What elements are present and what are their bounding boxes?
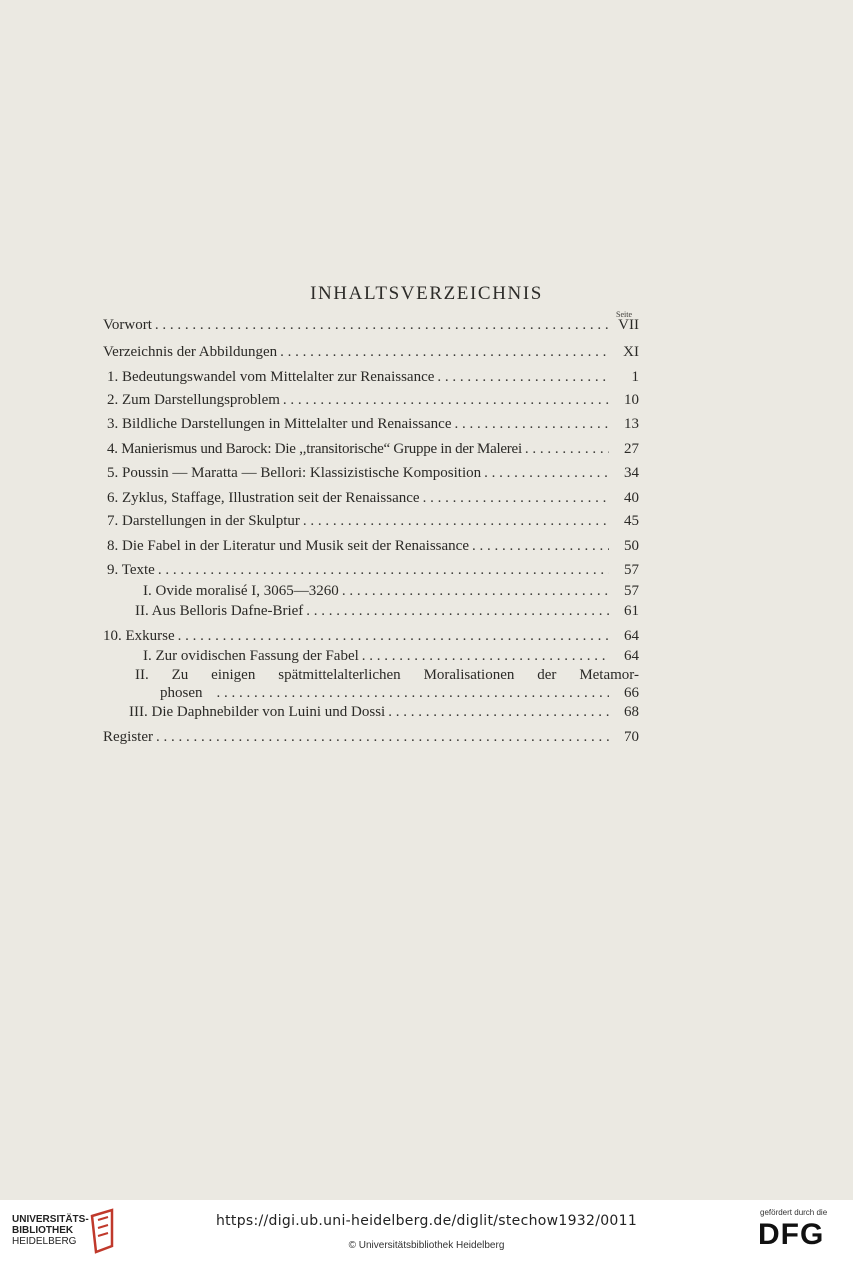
leader-dots <box>385 703 609 721</box>
toc-entry <box>103 627 639 645</box>
toc-entry-label: III. Die Daphnebilder von Luini und Dossi <box>129 704 386 720</box>
leader-dots <box>452 415 610 433</box>
toc-subentry <box>143 582 639 600</box>
toc-entry-page: 13 <box>624 416 639 432</box>
leader-dots <box>300 512 609 530</box>
leader-dots <box>280 391 609 409</box>
toc-entry <box>107 561 639 579</box>
toc-entry-page: 45 <box>624 513 639 529</box>
column-header-seite: Seite <box>616 310 632 319</box>
toc-entry-label: 7. Darstellungen in der Skulptur <box>107 513 300 529</box>
toc-entry-label: Register <box>103 729 153 745</box>
leader-dots <box>359 647 609 665</box>
toc-entry-page: VII <box>618 317 639 333</box>
toc-entry-label: 4. Manierismus und Barock: Die ,,transitorische“ Gruppe in der Malerei <box>107 441 522 457</box>
toc-entry <box>107 512 639 530</box>
toc-entry-label: 8. Die Fabel in der Literatur und Musik seit der Renaissance <box>107 538 469 554</box>
leader-dots <box>203 684 610 702</box>
leader-dots <box>155 561 609 579</box>
leader-dots <box>175 627 609 645</box>
toc-entry-page: 66 <box>624 685 639 701</box>
leader-dots <box>434 368 609 386</box>
toc-entry-page: 50 <box>624 538 639 554</box>
permalink-url[interactable]: https://digi.ub.uni-heidelberg.de/diglit/stechow1932/0011 <box>215 1213 638 1229</box>
toc-entry-page: 27 <box>624 441 639 457</box>
page-title: INHALTSVERZEICHNIS <box>310 283 543 304</box>
toc-subentry <box>135 602 639 620</box>
library-line2: BIBLIOTHEK <box>12 1225 74 1236</box>
toc-entry-page: 64 <box>624 648 639 664</box>
toc-entry-label: 3. Bildliche Darstellungen in Mittelalter und Renaissance <box>107 416 452 432</box>
copyright-text: © Universitätsbibliothek Heidelberg <box>348 1240 505 1251</box>
toc-subentry-continuation <box>160 684 639 702</box>
toc-entry-page: 10 <box>624 392 639 408</box>
toc-entry <box>107 537 639 555</box>
toc-entry <box>103 316 639 334</box>
toc-entry-label: 9. Texte <box>107 562 155 578</box>
toc-entry <box>107 391 639 409</box>
toc-entry-page: 57 <box>624 562 639 578</box>
funding-note: gefördert durch die <box>760 1208 828 1217</box>
toc-entry-label: 1. Bedeutungswandel vom Mittelalter zur Renaissance <box>107 369 435 385</box>
toc-entry-label: I. Zur ovidischen Fassung der Fabel <box>143 648 359 664</box>
toc-entry-page: 40 <box>624 490 639 506</box>
toc-entry-label: phosen <box>160 685 203 701</box>
toc-entry-label: I. Ovide moralisé I, 3065—3260 <box>143 583 339 599</box>
leader-dots <box>303 602 609 620</box>
toc-subentry <box>129 703 639 721</box>
leader-dots <box>522 440 609 458</box>
leader-dots <box>481 464 609 482</box>
library-line3: HEIDELBERG <box>12 1236 77 1247</box>
toc-entry-label: Vorwort <box>103 317 152 333</box>
toc-entry <box>107 489 639 507</box>
toc-entry-page: 34 <box>624 465 639 481</box>
toc-entry <box>107 415 639 433</box>
toc-entry-page: 1 <box>631 369 639 385</box>
toc-entry-page: 61 <box>624 603 639 619</box>
leader-dots <box>153 728 609 746</box>
leader-dots <box>420 489 609 507</box>
toc-entry-page: XI <box>623 344 639 360</box>
leader-dots <box>339 582 609 600</box>
leader-dots <box>469 537 609 555</box>
toc-entry <box>107 368 639 386</box>
toc-entry-label: 6. Zyklus, Staffage, Illustration seit der Renaissance <box>107 490 420 506</box>
toc-entry <box>107 440 639 458</box>
toc-entry-label: 2. Zum Darstellungsproblem <box>107 392 280 408</box>
toc-entry <box>107 464 639 482</box>
toc-entry-page: 57 <box>624 583 639 599</box>
leader-dots <box>152 316 609 334</box>
toc-entry-page: 68 <box>624 704 639 720</box>
toc-entry-page: 64 <box>624 628 639 644</box>
toc-entry <box>103 343 639 361</box>
toc-entry-label: Verzeichnis der Abbildungen <box>103 344 278 360</box>
dfg-logo: DFG <box>758 1218 825 1251</box>
toc-entry-label: 10. Exkurse <box>103 628 175 644</box>
leader-dots <box>277 343 609 361</box>
footer-bar <box>0 1200 853 1261</box>
toc-subentry <box>143 647 639 665</box>
toc-entry-page: 70 <box>624 729 639 745</box>
toc-subentry-first-line: II. Zu einigen spätmittelalterlichen Moralisationen der Metamor- <box>135 667 639 683</box>
toc-entry-label: II. Aus Belloris Dafne-Brief <box>135 603 304 619</box>
library-line1: UNIVERSITÄTS- <box>12 1214 89 1225</box>
toc-entry <box>103 728 639 746</box>
toc-entry-label: 5. Poussin — Maratta — Bellori: Klassizistische Komposition <box>107 465 482 481</box>
